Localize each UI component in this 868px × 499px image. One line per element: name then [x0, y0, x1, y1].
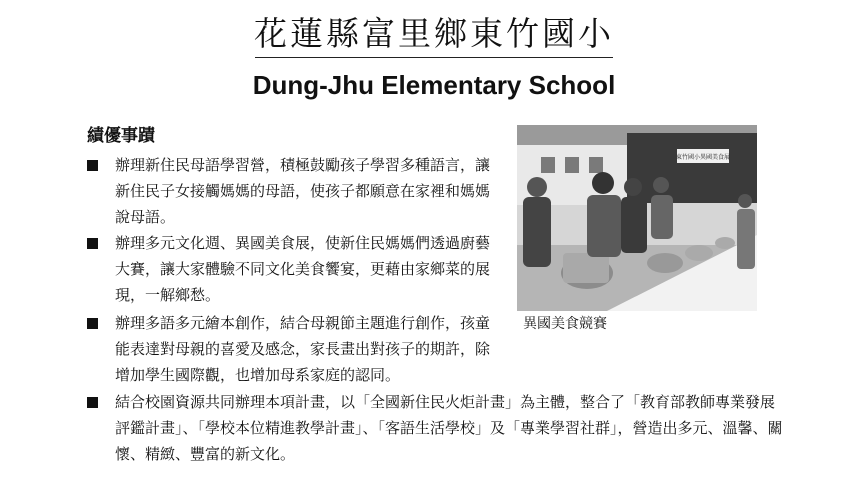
bullet-icon [87, 238, 98, 249]
list-item-text: 辦理多元文化週、異國美食展，使新住民媽媽們透過廚藝大賽，讓大家體驗不同文化美食饗宴，更藉由家鄉菜的展現，一解鄉愁。 [115, 234, 491, 304]
bullet-icon [87, 160, 98, 171]
page-title-english: Dung-Jhu Elementary School [252, 70, 616, 100]
list-item-text: 辦理多語多元繪本創作，結合母親節主題進行創作，孩童能表達對母親的喜愛及感念，家長畫出對孩子的期許，除增加學生國際觀，也增加母系家庭的認同。 [115, 314, 491, 384]
photo-caption: 異國美食競賽 [523, 316, 607, 332]
title-underline [255, 57, 613, 58]
banner-text: 東竹國小異國美食展 [675, 154, 731, 161]
event-photo [517, 125, 757, 311]
bullet-icon [87, 318, 98, 329]
bullet-icon [87, 397, 98, 408]
list-item-text: 結合校園資源共同辦理本項計畫，以「全國新住民火炬計畫」為主體，整合了「教育部教師專業發展評鑑計畫」、「學校本位精進教學計畫」、「客語生活學校」及「專業學習社群」，營造出多元、溫馨、關懷、精緻、豐富的新文化。 [115, 393, 783, 463]
list-item-text: 辦理新住民母語學習營，積極鼓勵孩子學習多種語言，讓新住民子女接觸媽媽的母語，使孩子都願意在家裡和媽媽說母語。 [115, 156, 491, 226]
section-heading: 績優事蹟 [87, 126, 155, 146]
page-title-chinese: 花蓮縣富里鄉東竹國小 [254, 14, 614, 53]
